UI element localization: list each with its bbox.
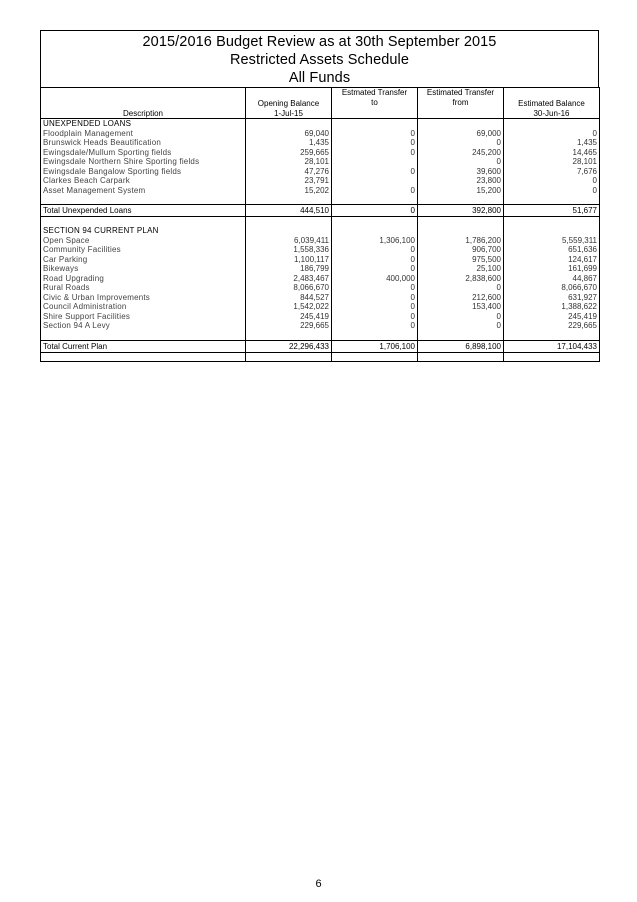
row-value: 1,786,200 — [418, 236, 504, 246]
row-value: 0 — [332, 264, 418, 274]
row-value: 186,799 — [246, 264, 332, 274]
table-row — [41, 157, 600, 167]
row-value: 0 — [418, 321, 504, 331]
row-value: 25,100 — [418, 264, 504, 274]
total-value: 392,800 — [418, 205, 504, 217]
title-block — [40, 30, 599, 87]
row-value: 245,200 — [418, 148, 504, 158]
row-value: 28,101 — [246, 157, 332, 167]
header-row — [41, 88, 600, 119]
row-value: 2,483,467 — [246, 274, 332, 284]
row-description: Brunswick Heads Beautification — [41, 138, 246, 148]
row-value: 0 — [332, 186, 418, 196]
row-value: 0 — [332, 255, 418, 265]
row-value: 23,791 — [246, 176, 332, 186]
table-row — [41, 236, 600, 246]
total-value: 17,104,433 — [504, 340, 600, 352]
row-value: 0 — [332, 302, 418, 312]
row-value: 8,066,670 — [504, 283, 600, 293]
row-value: 259,665 — [246, 148, 332, 158]
header-estimated-balance: Estimated Balance 30-Jun-16 — [504, 88, 600, 119]
row-value: 161,699 — [504, 264, 600, 274]
row-description: Clarkes Beach Carpark — [41, 176, 246, 186]
row-value: 69,040 — [246, 129, 332, 139]
table-row — [41, 312, 600, 322]
row-value: 7,676 — [504, 167, 600, 177]
total-row — [41, 340, 600, 352]
table-row — [41, 138, 600, 148]
title-line-3: All Funds — [288, 70, 351, 86]
row-value: 0 — [332, 167, 418, 177]
row-value: 14,465 — [504, 148, 600, 158]
row-value: 39,600 — [418, 167, 504, 177]
row-value: 1,435 — [504, 138, 600, 148]
section-heading: SECTION 94 CURRENT PLAN — [41, 226, 246, 236]
row-value: 651,636 — [504, 245, 600, 255]
row-description: Shire Support Facilities — [41, 312, 246, 322]
budget-schedule-page — [40, 30, 599, 362]
row-value: 0 — [332, 148, 418, 158]
row-value: 0 — [418, 157, 504, 167]
spacer-row — [41, 331, 600, 341]
row-value: 229,665 — [246, 321, 332, 331]
row-value: 153,400 — [418, 302, 504, 312]
header-description: Description — [41, 88, 246, 119]
row-description: Ewingsdale Northern Shire Sporting fields — [41, 157, 246, 167]
table-row — [41, 283, 600, 293]
row-description: Ewingsdale/Mullum Sporting fields — [41, 148, 246, 158]
row-description: Floodplain Management — [41, 129, 246, 139]
row-value: 1,388,622 — [504, 302, 600, 312]
row-value: 5,559,311 — [504, 236, 600, 246]
row-value: 69,000 — [418, 129, 504, 139]
table-row — [41, 293, 600, 303]
row-description: Community Facilities — [41, 245, 246, 255]
row-description: Open Space — [41, 236, 246, 246]
row-value: 0 — [418, 283, 504, 293]
row-value: 2,838,600 — [418, 274, 504, 284]
section-heading-row — [41, 226, 600, 236]
row-value: 23,800 — [418, 176, 504, 186]
row-value: 8,066,670 — [246, 283, 332, 293]
row-value: 0 — [504, 186, 600, 196]
header-transfer-from: Estimated Transfer from — [418, 88, 504, 119]
row-value: 0 — [332, 129, 418, 139]
total-value: 444,510 — [246, 205, 332, 217]
total-row — [41, 205, 600, 217]
row-value: 1,100,117 — [246, 255, 332, 265]
row-value — [332, 157, 418, 167]
row-value: 47,276 — [246, 167, 332, 177]
table-row — [41, 264, 600, 274]
row-description: Bikeways — [41, 264, 246, 274]
row-description: Rural Roads — [41, 283, 246, 293]
row-value: 906,700 — [418, 245, 504, 255]
row-value: 1,558,336 — [246, 245, 332, 255]
row-value: 15,202 — [246, 186, 332, 196]
title-line-2: Restricted Assets Schedule — [229, 52, 410, 68]
table-row — [41, 148, 600, 158]
header-opening-balance: Opening Balance 1-Jul-15 — [246, 88, 332, 119]
page-number: 6 — [315, 878, 322, 890]
row-value: 0 — [332, 138, 418, 148]
total-value: 1,706,100 — [332, 340, 418, 352]
row-value: 844,527 — [246, 293, 332, 303]
total-value: 51,677 — [504, 205, 600, 217]
row-value: 15,200 — [418, 186, 504, 196]
row-value: 1,435 — [246, 138, 332, 148]
row-value: 0 — [504, 129, 600, 139]
total-label: Total Unexpended Loans — [41, 205, 246, 217]
total-value: 6,898,100 — [418, 340, 504, 352]
table-row — [41, 321, 600, 331]
section-heading-row — [41, 119, 600, 129]
table-row — [41, 302, 600, 312]
total-value: 22,296,433 — [246, 340, 332, 352]
table-row — [41, 167, 600, 177]
table-row — [41, 186, 600, 196]
row-value: 0 — [332, 293, 418, 303]
row-value: 0 — [418, 312, 504, 322]
section-heading: UNEXPENDED LOANS — [41, 119, 246, 129]
table-row — [41, 245, 600, 255]
row-description: Civic & Urban Improvements — [41, 293, 246, 303]
row-description: Asset Management System — [41, 186, 246, 196]
row-value: 400,000 — [332, 274, 418, 284]
row-value: 0 — [504, 176, 600, 186]
table-bottom-row — [41, 352, 600, 361]
table-row — [41, 255, 600, 265]
title-line-1: 2015/2016 Budget Review as at 30th September 2015 — [142, 34, 497, 50]
row-description: Car Parking — [41, 255, 246, 265]
row-description: Section 94 A Levy — [41, 321, 246, 331]
row-value: 44,867 — [504, 274, 600, 284]
row-value: 28,101 — [504, 157, 600, 167]
restricted-assets-table — [40, 87, 600, 362]
table-row — [41, 274, 600, 284]
table-row — [41, 129, 600, 139]
row-value: 124,617 — [504, 255, 600, 265]
row-value: 245,419 — [246, 312, 332, 322]
row-description: Road Upgrading — [41, 274, 246, 284]
row-value: 212,600 — [418, 293, 504, 303]
row-value: 631,927 — [504, 293, 600, 303]
row-value: 0 — [332, 321, 418, 331]
row-value: 6,039,411 — [246, 236, 332, 246]
row-value: 1,542,022 — [246, 302, 332, 312]
row-description: Ewingsdale Bangalow Sporting fields — [41, 167, 246, 177]
total-value: 0 — [332, 205, 418, 217]
header-transfer-to: Estmated Transfer to — [332, 88, 418, 119]
table-row — [41, 176, 600, 186]
row-value: 245,419 — [504, 312, 600, 322]
row-value: 0 — [332, 245, 418, 255]
total-label: Total Current Plan — [41, 340, 246, 352]
spacer-row — [41, 195, 600, 205]
row-value: 1,306,100 — [332, 236, 418, 246]
row-value: 229,665 — [504, 321, 600, 331]
row-value: 975,500 — [418, 255, 504, 265]
row-value — [332, 176, 418, 186]
row-value: 0 — [332, 312, 418, 322]
row-value: 0 — [418, 138, 504, 148]
row-value: 0 — [332, 283, 418, 293]
spacer-row — [41, 217, 600, 227]
row-description: Council Administration — [41, 302, 246, 312]
